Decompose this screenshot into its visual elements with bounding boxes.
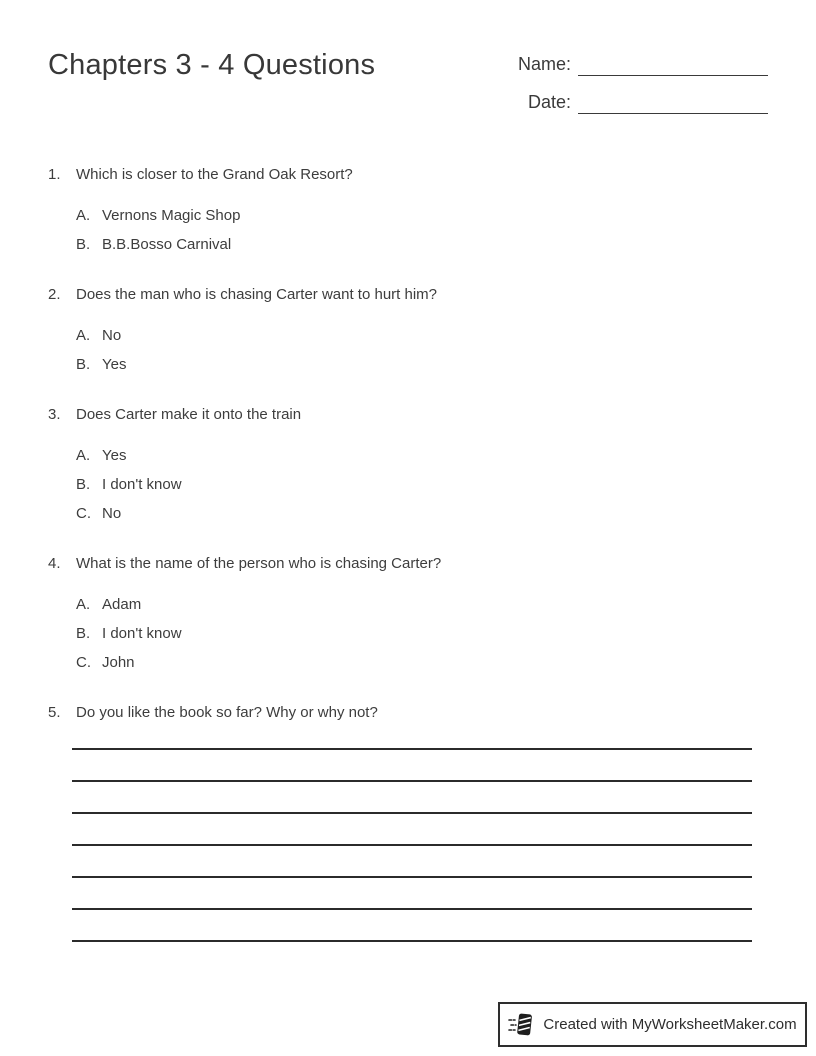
option-text: Adam (102, 596, 142, 613)
option-letter: C. (76, 505, 91, 522)
answer-line (72, 876, 752, 878)
question-1-options (76, 205, 768, 255)
option-a (76, 205, 768, 226)
option-letter: A. (76, 596, 91, 613)
answer-line (72, 940, 752, 942)
option-text: Yes (102, 356, 127, 373)
question-number: 3. (48, 406, 61, 423)
question-number: 2. (48, 286, 61, 303)
question-text: Which is closer to the Grand Oak Resort? (76, 166, 353, 183)
option-letter: C. (76, 654, 91, 671)
question-2 (48, 284, 768, 375)
question-text: Does the man who is chasing Carter want to hurt him? (76, 286, 438, 303)
option-text: John (102, 654, 135, 671)
option-b (76, 234, 768, 255)
option-a (76, 445, 768, 466)
option-letter: A. (76, 207, 91, 224)
question-5 (48, 702, 768, 942)
question-4 (48, 553, 768, 673)
option-a (76, 594, 768, 615)
date-line (578, 88, 768, 114)
question-text: What is the name of the person who is chasing Carter? (76, 555, 442, 572)
credit-text: Created with MyWorksheetMaker.com (543, 1016, 797, 1033)
question-number: 4. (48, 555, 61, 572)
question-2-options (76, 325, 768, 375)
option-letter: B. (76, 625, 91, 642)
option-b (76, 354, 768, 375)
date-row (518, 88, 768, 114)
option-text: I don't know (102, 476, 182, 493)
question-4-options (76, 594, 768, 673)
question-3-options (76, 445, 768, 524)
worksheet-maker-credit-link[interactable] (498, 1002, 807, 1047)
question-3 (48, 404, 768, 524)
question-row (48, 164, 768, 185)
answer-line (72, 780, 752, 782)
option-letter: A. (76, 327, 91, 344)
page-title: Chapters 3 - 4 Questions (48, 49, 376, 81)
question-1 (48, 164, 768, 255)
option-text: Vernons Magic Shop (102, 207, 241, 224)
question-text: Do you like the book so far? Why or why not? (76, 704, 378, 721)
answer-line (72, 844, 752, 846)
option-letter: B. (76, 236, 91, 253)
questions-section (48, 164, 768, 971)
answer-lines (72, 748, 768, 942)
option-letter: B. (76, 356, 91, 373)
option-letter: B. (76, 476, 91, 493)
option-text: Yes (102, 447, 127, 464)
question-row (48, 404, 768, 425)
option-b (76, 474, 768, 495)
worksheet-maker-logo-icon (508, 1011, 534, 1039)
question-row (48, 702, 768, 723)
name-row (518, 50, 768, 76)
option-a (76, 325, 768, 346)
option-b (76, 623, 768, 644)
option-c (76, 503, 768, 524)
question-row (48, 553, 768, 574)
question-row (48, 284, 768, 305)
date-label: Date: (527, 92, 571, 112)
option-text: No (102, 327, 122, 344)
name-line (578, 50, 768, 76)
question-number: 1. (48, 166, 61, 183)
option-c (76, 652, 768, 673)
option-text: I don't know (102, 625, 182, 642)
answer-line (72, 748, 752, 750)
option-text: No (102, 505, 122, 522)
option-letter: A. (76, 447, 91, 464)
question-text: Does Carter make it onto the train (76, 406, 302, 423)
option-text: B.B.Bosso Carnival (102, 236, 232, 253)
name-date-block (518, 50, 768, 114)
name-label: Name: (517, 54, 571, 74)
answer-line (72, 812, 752, 814)
question-number: 5. (48, 704, 61, 721)
answer-line (72, 908, 752, 910)
